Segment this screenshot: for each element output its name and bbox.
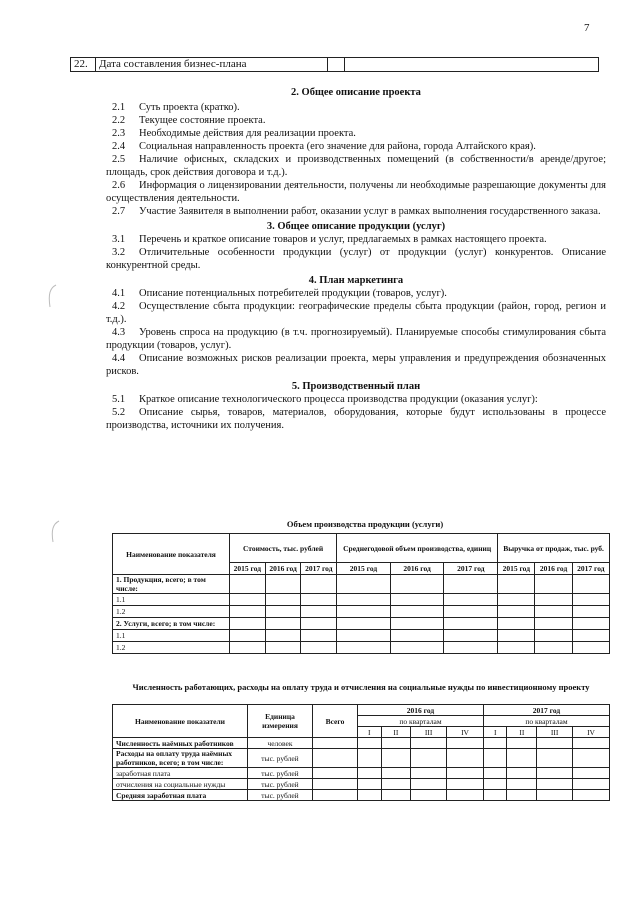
section-heading: 2. Общее описание проекта: [291, 87, 421, 98]
row-label: заработная плата: [113, 768, 248, 779]
year-header: 2016 год: [535, 563, 572, 575]
table-row: [113, 630, 610, 642]
table1-caption: Объем производства продукции (услуги): [286, 519, 444, 529]
list-item: 2.2 Текущее состояние проекта.: [112, 115, 266, 126]
table-row: [113, 642, 610, 654]
row-22-table: [70, 57, 599, 72]
list-item: 2.3 Необходимые действия для реализации проекта.: [112, 128, 356, 139]
list-item: 2.5 Наличие офисных, складских и производственных помещений (в собственности/в аренде/другое; площадь, срок действия договора и т.д.).: [106, 154, 606, 178]
table2-caption: Численность работающих, расходы на оплату труда и отчисления на социальные нужды по инвестиционному проекту: [132, 682, 590, 692]
row-unit: человек: [248, 738, 313, 749]
column-group-header: Среднегодовой объем производства, единиц: [337, 534, 498, 563]
list-item: 2.7 Участие Заявителя в выполнении работ, оказании услуг в рамках выполнения государственного заказа.: [112, 206, 601, 217]
list-item: 2.6 Информация о лицензировании деятельности, получены ли необходимые разрешающие документы для осуществления деятельности.: [106, 180, 606, 204]
quarter-header: IV: [573, 727, 610, 738]
row-label: 1.1: [113, 630, 230, 642]
scan-mark-icon: [46, 518, 62, 546]
table-row: [113, 749, 610, 768]
section-heading: 3. Общее описание продукции (услуг): [266, 221, 446, 232]
column-group-header: Стоимость, тыс. рублей: [230, 534, 337, 563]
quarter-header: I: [483, 727, 507, 738]
year-header: 2015 год: [230, 563, 266, 575]
sections: [106, 86, 606, 432]
year-header: 2017 год: [483, 705, 609, 716]
quarter-group-header: по кварталам: [483, 716, 609, 727]
list-item: 4.3 Уровень спроса на продукцию (в т.ч. прогнозируемый). Планируемые способы стимулирования сбыта продукции (товаров, услуг).: [106, 327, 606, 351]
quarter-header: II: [381, 727, 411, 738]
row-unit: тыс. рублей: [248, 790, 313, 801]
column-header: Всего: [313, 705, 358, 738]
list-item: 4.2 Осуществление сбыта продукции: географические пределы сбыта продукции (район, город, регион и т.д.).: [106, 301, 606, 325]
row-label: 1. Продукция, всего; в том числе:: [113, 575, 230, 594]
row-label: Численность наёмных работников: [113, 738, 248, 749]
quarter-header: II: [507, 727, 537, 738]
table-row: [113, 606, 610, 618]
list-item: 3.2 Отличительные особенности продукции (услуг) от продукции (услуг) конкурентов. Описание конкурентной среды.: [106, 247, 606, 271]
year-header: 2017 год: [572, 563, 609, 575]
table-row: [113, 779, 610, 790]
page-number: 7: [584, 22, 590, 34]
list-item: 2.1 Суть проекта (кратко).: [112, 102, 240, 113]
list-item: 2.4 Социальная направленность проекта (его значение для района, города Алтайского края).: [112, 141, 536, 152]
row-label: Средняя заработная плата: [113, 790, 248, 801]
year-header: 2015 год: [498, 563, 535, 575]
staff-costs-table: [112, 704, 610, 801]
quarter-header: I: [358, 727, 382, 738]
year-header: 2016 год: [358, 705, 484, 716]
quarter-group-header: по кварталам: [358, 716, 484, 727]
row-label: Расходы на оплату труда наёмных работников, всего; в том числе:: [113, 749, 248, 768]
section-heading: 5. Производственный план: [291, 381, 421, 392]
column-header: Наименование показателя: [113, 534, 230, 575]
year-header: 2017 год: [444, 563, 498, 575]
row-number: 22.: [71, 58, 96, 72]
value-cell: [345, 58, 599, 72]
table-row: [113, 594, 610, 606]
table-row: [113, 618, 610, 630]
scan-mark-icon: [44, 282, 60, 310]
row-label: 1.2: [113, 642, 230, 654]
production-volume-table: [112, 533, 610, 654]
year-header: 2016 год: [265, 563, 301, 575]
row-label: 2. Услуги, всего; в том числе:: [113, 618, 230, 630]
table-row: [113, 768, 610, 779]
quarter-header: IV: [447, 727, 484, 738]
year-header: 2017 год: [301, 563, 337, 575]
column-header: Единица измерения: [248, 705, 313, 738]
table-row: [113, 738, 610, 749]
quarter-header: III: [411, 727, 447, 738]
list-item: 4.1 Описание потенциальных потребителей продукции (товаров, услуг).: [112, 288, 447, 299]
table-row: [113, 790, 610, 801]
row-label: 1.1: [113, 594, 230, 606]
column-header: Наименование показатели: [113, 705, 248, 738]
section-heading: 4. План маркетинга: [308, 275, 404, 286]
table-row: [71, 58, 599, 72]
blank-cell: [328, 58, 345, 72]
column-group-header: Выручка от продаж, тыс. руб.: [498, 534, 610, 563]
year-header: 2015 год: [337, 563, 391, 575]
row-unit: тыс. рублей: [248, 749, 313, 768]
row-label: отчисления на социальные нужды: [113, 779, 248, 790]
list-item: 3.1 Перечень и краткое описание товаров и услуг, предлагаемых в рамках настоящего проекта.: [112, 234, 547, 245]
table-row: [113, 575, 610, 594]
quarter-header: III: [537, 727, 573, 738]
list-item: 5.2 Описание сырья, товаров, материалов, оборудования, которые будут использованы в процессе производства, источники их получения.: [106, 407, 606, 431]
year-header: 2016 год: [390, 563, 444, 575]
row-label: Дата составления бизнес-плана: [96, 58, 328, 72]
list-item: 4.4 Описание возможных рисков реализации проекта, меры управления и предупреждения обозначенных рисков.: [106, 353, 606, 377]
row-unit: тыс. рублей: [248, 768, 313, 779]
row-unit: тыс. рублей: [248, 779, 313, 790]
list-item: 5.1 Краткое описание технологического процесса производства продукции (оказания услуг):: [112, 394, 538, 405]
row-label: 1.2: [113, 606, 230, 618]
